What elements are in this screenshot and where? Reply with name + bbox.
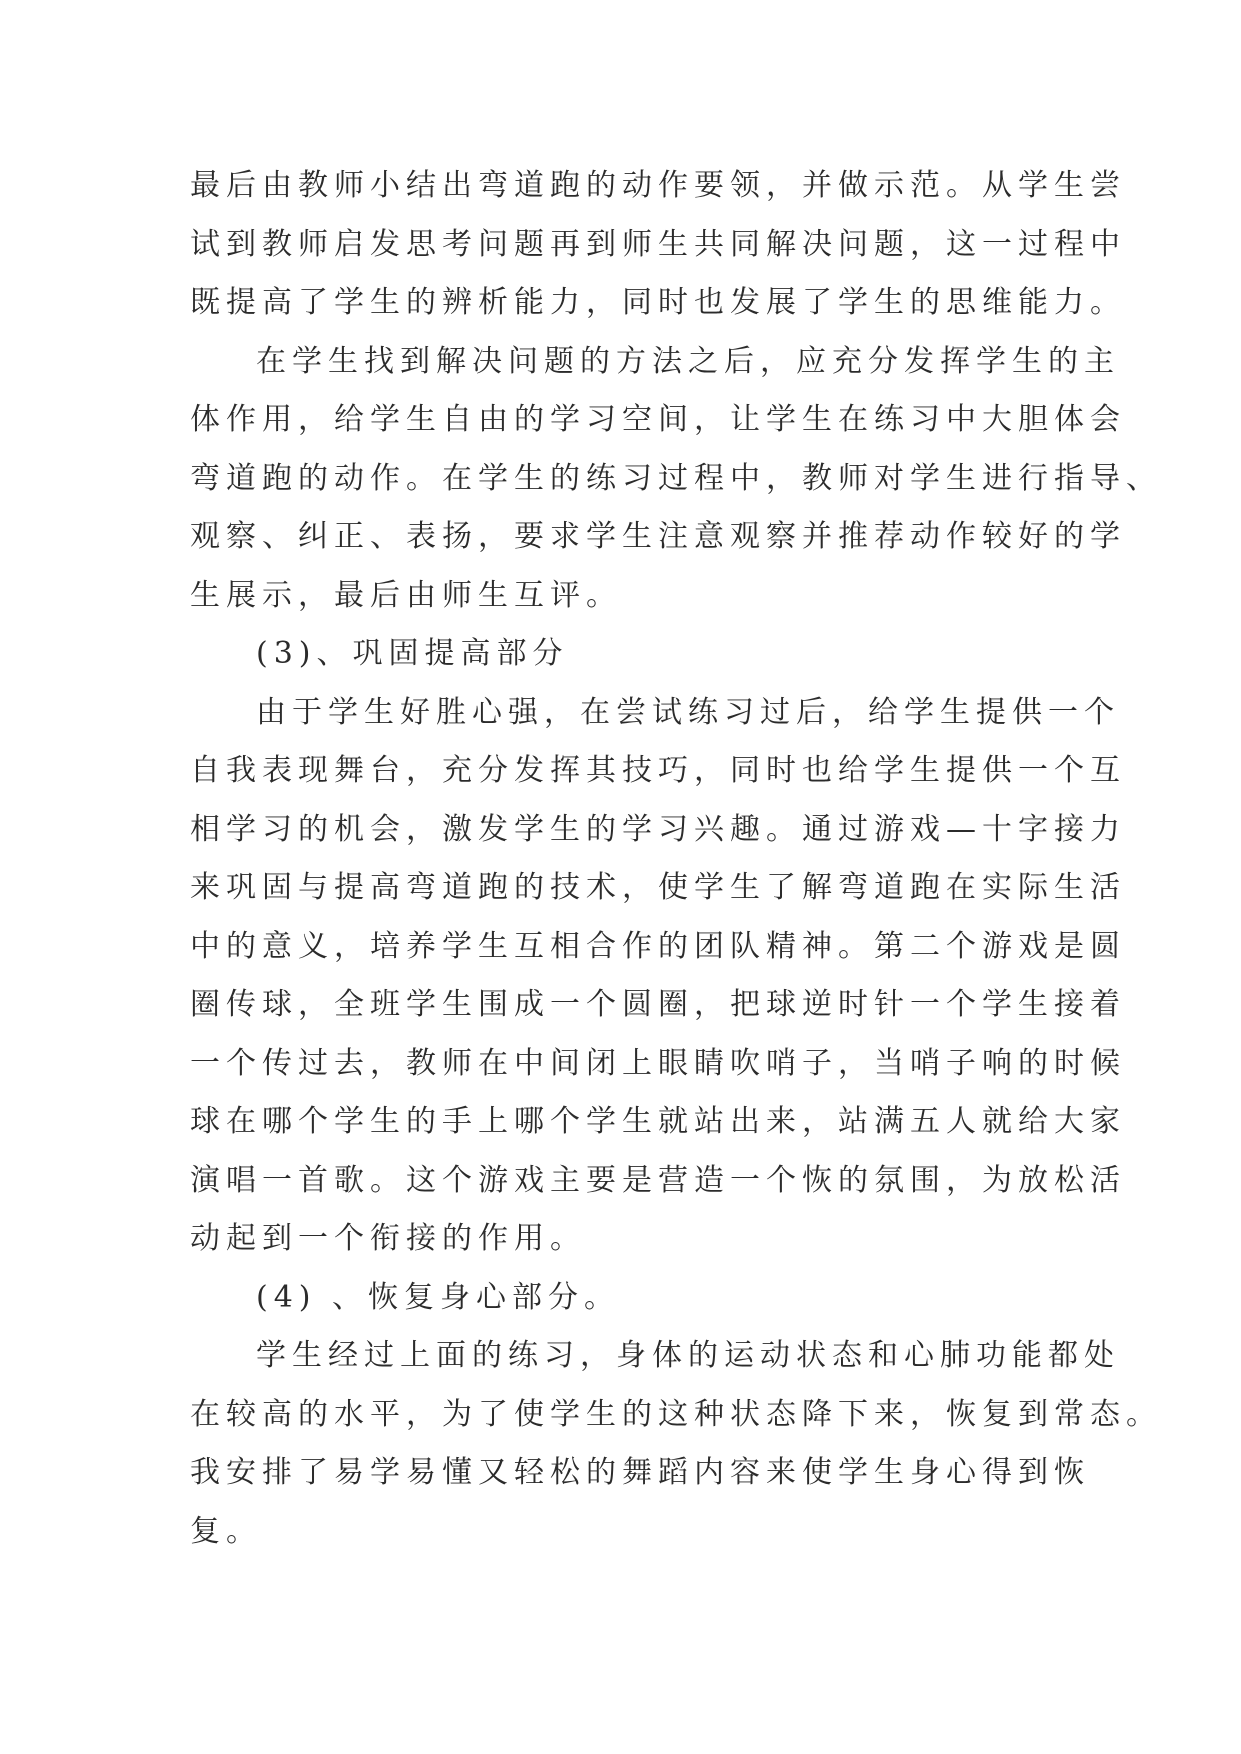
text-line: 既提高了学生的辨析能力，同时也发展了学生的思维能力。 <box>190 285 1126 320</box>
text-line: 弯道跑的动作。在学生的练习过程中，教师对学生进行指导、 <box>190 460 1162 496</box>
text-line: 在较高的水平，为了使学生的这种状态降下来，恢复到常态。 <box>190 1396 1162 1432</box>
text-line: 圈传球，全班学生围成一个圆圈，把球逆时针一个学生接着 <box>190 987 1126 1022</box>
text-line: 学生经过上面的练习，身体的运动状态和心肺功能都处 <box>256 1338 1120 1373</box>
text-line: 中的意义，培养学生互相合作的团队精神。第二个游戏是圆 <box>190 928 1126 964</box>
text-line: 试到教师启发思考问题再到师生共同解决问题，这一过程中 <box>190 226 1126 262</box>
text-line: 复。 <box>190 1513 262 1549</box>
text-line: 演唱一首歌。这个游戏主要是营造一个恢的氛围，为放松活 <box>190 1162 1126 1198</box>
text-line: 在学生找到解决问题的方法之后，应充分发挥学生的主 <box>256 343 1120 379</box>
text-line: 由于学生好胜心强，在尝试练习过后，给学生提供一个 <box>256 694 1120 730</box>
document-body <box>190 157 1162 1561</box>
text-line: 我安排了易学易懂又轻松的舞蹈内容来使学生身心得到恢 <box>190 1455 1090 1490</box>
text-line: 最后由教师小结出弯道跑的动作要领，并做示范。从学生尝 <box>190 168 1126 203</box>
text-line: 自我表现舞台，充分发挥其技巧，同时也给学生提供一个互 <box>190 753 1126 788</box>
text-line: 相学习的机会，激发学生的学习兴趣。通过游戏—十字接力 <box>190 811 1126 847</box>
text-line: 体作用，给学生自由的学习空间，让学生在练习中大胆体会 <box>190 402 1126 437</box>
text-line: 动起到一个衔接的作用。 <box>190 1221 586 1256</box>
text-line: 来巩固与提高弯道跑的技术，使学生了解弯道跑在实际生活 <box>190 870 1126 905</box>
text-line: 球在哪个学生的手上哪个学生就站出来，站满五人就给大家 <box>190 1104 1126 1139</box>
text-line: 观察、纠正、表扬，要求学生注意观察并推荐动作较好的学 <box>190 519 1126 554</box>
text-line: (4) 、恢复身心部分。 <box>256 1279 621 1315</box>
text-line: (3)、巩固提高部分 <box>256 636 569 671</box>
text-line: 一个传过去，教师在中间闭上眼睛吹哨子，当哨子响的时候 <box>190 1045 1126 1081</box>
text-line: 生展示，最后由师生互评。 <box>190 577 622 613</box>
